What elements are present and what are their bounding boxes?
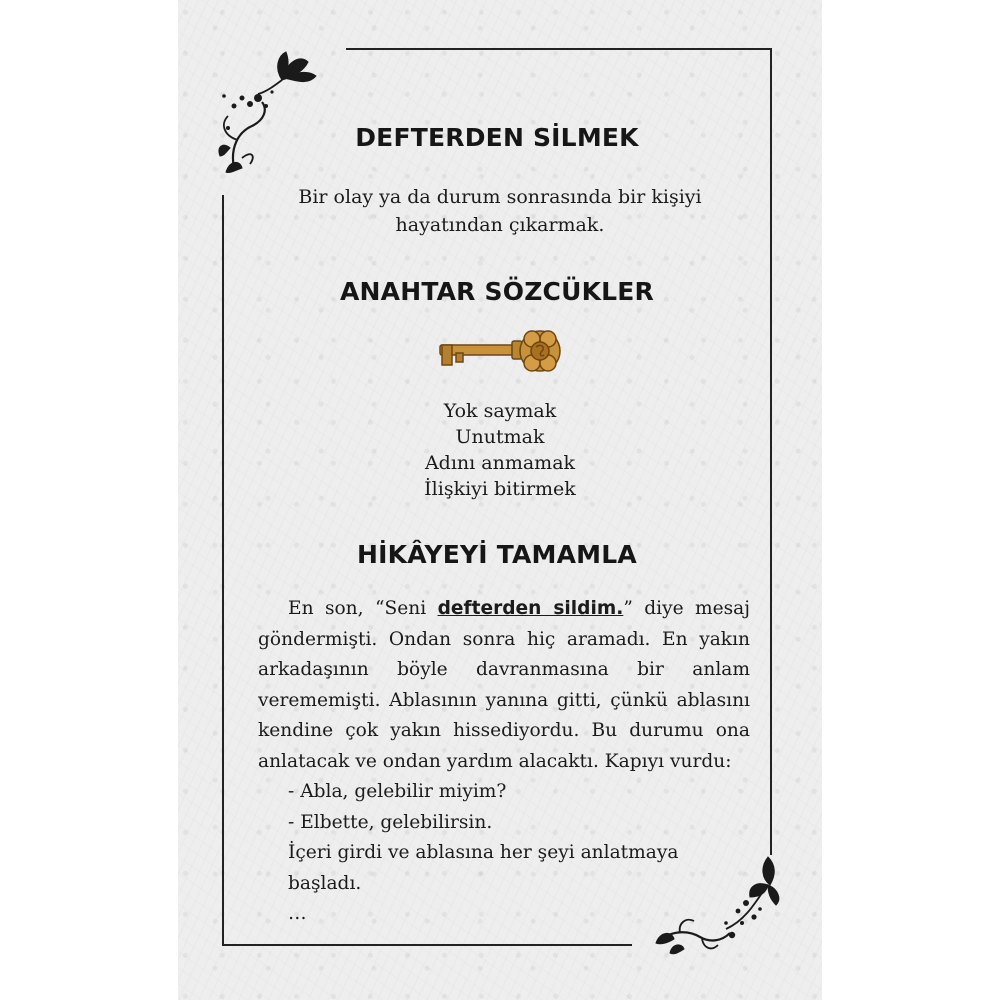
term-title: DEFTERDEN SİLMEK [355,123,639,152]
story-ellipsis: … [288,903,307,924]
story-paragraph [258,594,750,777]
definition-line-2: hayatından çıkarmak. [395,214,605,236]
keyword-item: İlişkiyi bitirmek [424,478,576,500]
keyword-item: Adını anmamak [424,452,576,474]
story-text-rest: ” diye mesaj göndermişti. Ondan sonra hiç aramadı. En yakın arkadaşının böyle davranmasına bir anlam verememişti. Ablasının yanına gitti, çünkü ablasını kendine çok yakın hissediyordu. Bu durumu ona anlatacak ve ondan yardım alacaktı. Kapıyı vurdu: [258,598,751,772]
story-closing: İçeri girdi ve ablasına her şeyi anlatmaya başladı. [288,842,679,894]
keywords-list [300,398,700,502]
frame-border-right [770,48,772,855]
dialogue-line: - Abla, gelebilir miyim? [288,781,507,802]
keyword-item: Yok saymak [443,400,557,422]
story-text [258,594,750,930]
dialogue-line: - Elbette, gelebilirsin. [288,811,493,833]
keywords-title: ANAHTAR SÖZCÜKLER [339,277,655,306]
frame-border-top [346,48,772,50]
frame-border-left [222,195,224,946]
highlighted-phrase: defterden sildim. [437,598,624,619]
term-definition [240,183,760,239]
story-text-start: En son, “Seni [288,598,438,619]
frame-border-bottom [222,944,632,946]
key-icon [436,325,564,381]
definition-line-1: Bir olay ya da durum sonrasında bir kişiyi [298,186,702,208]
story-title: HİKÂYEYİ TAMAMLA [357,540,637,569]
floral-ornament-top-left-icon [212,40,332,180]
keyword-item: Unutmak [455,426,545,448]
